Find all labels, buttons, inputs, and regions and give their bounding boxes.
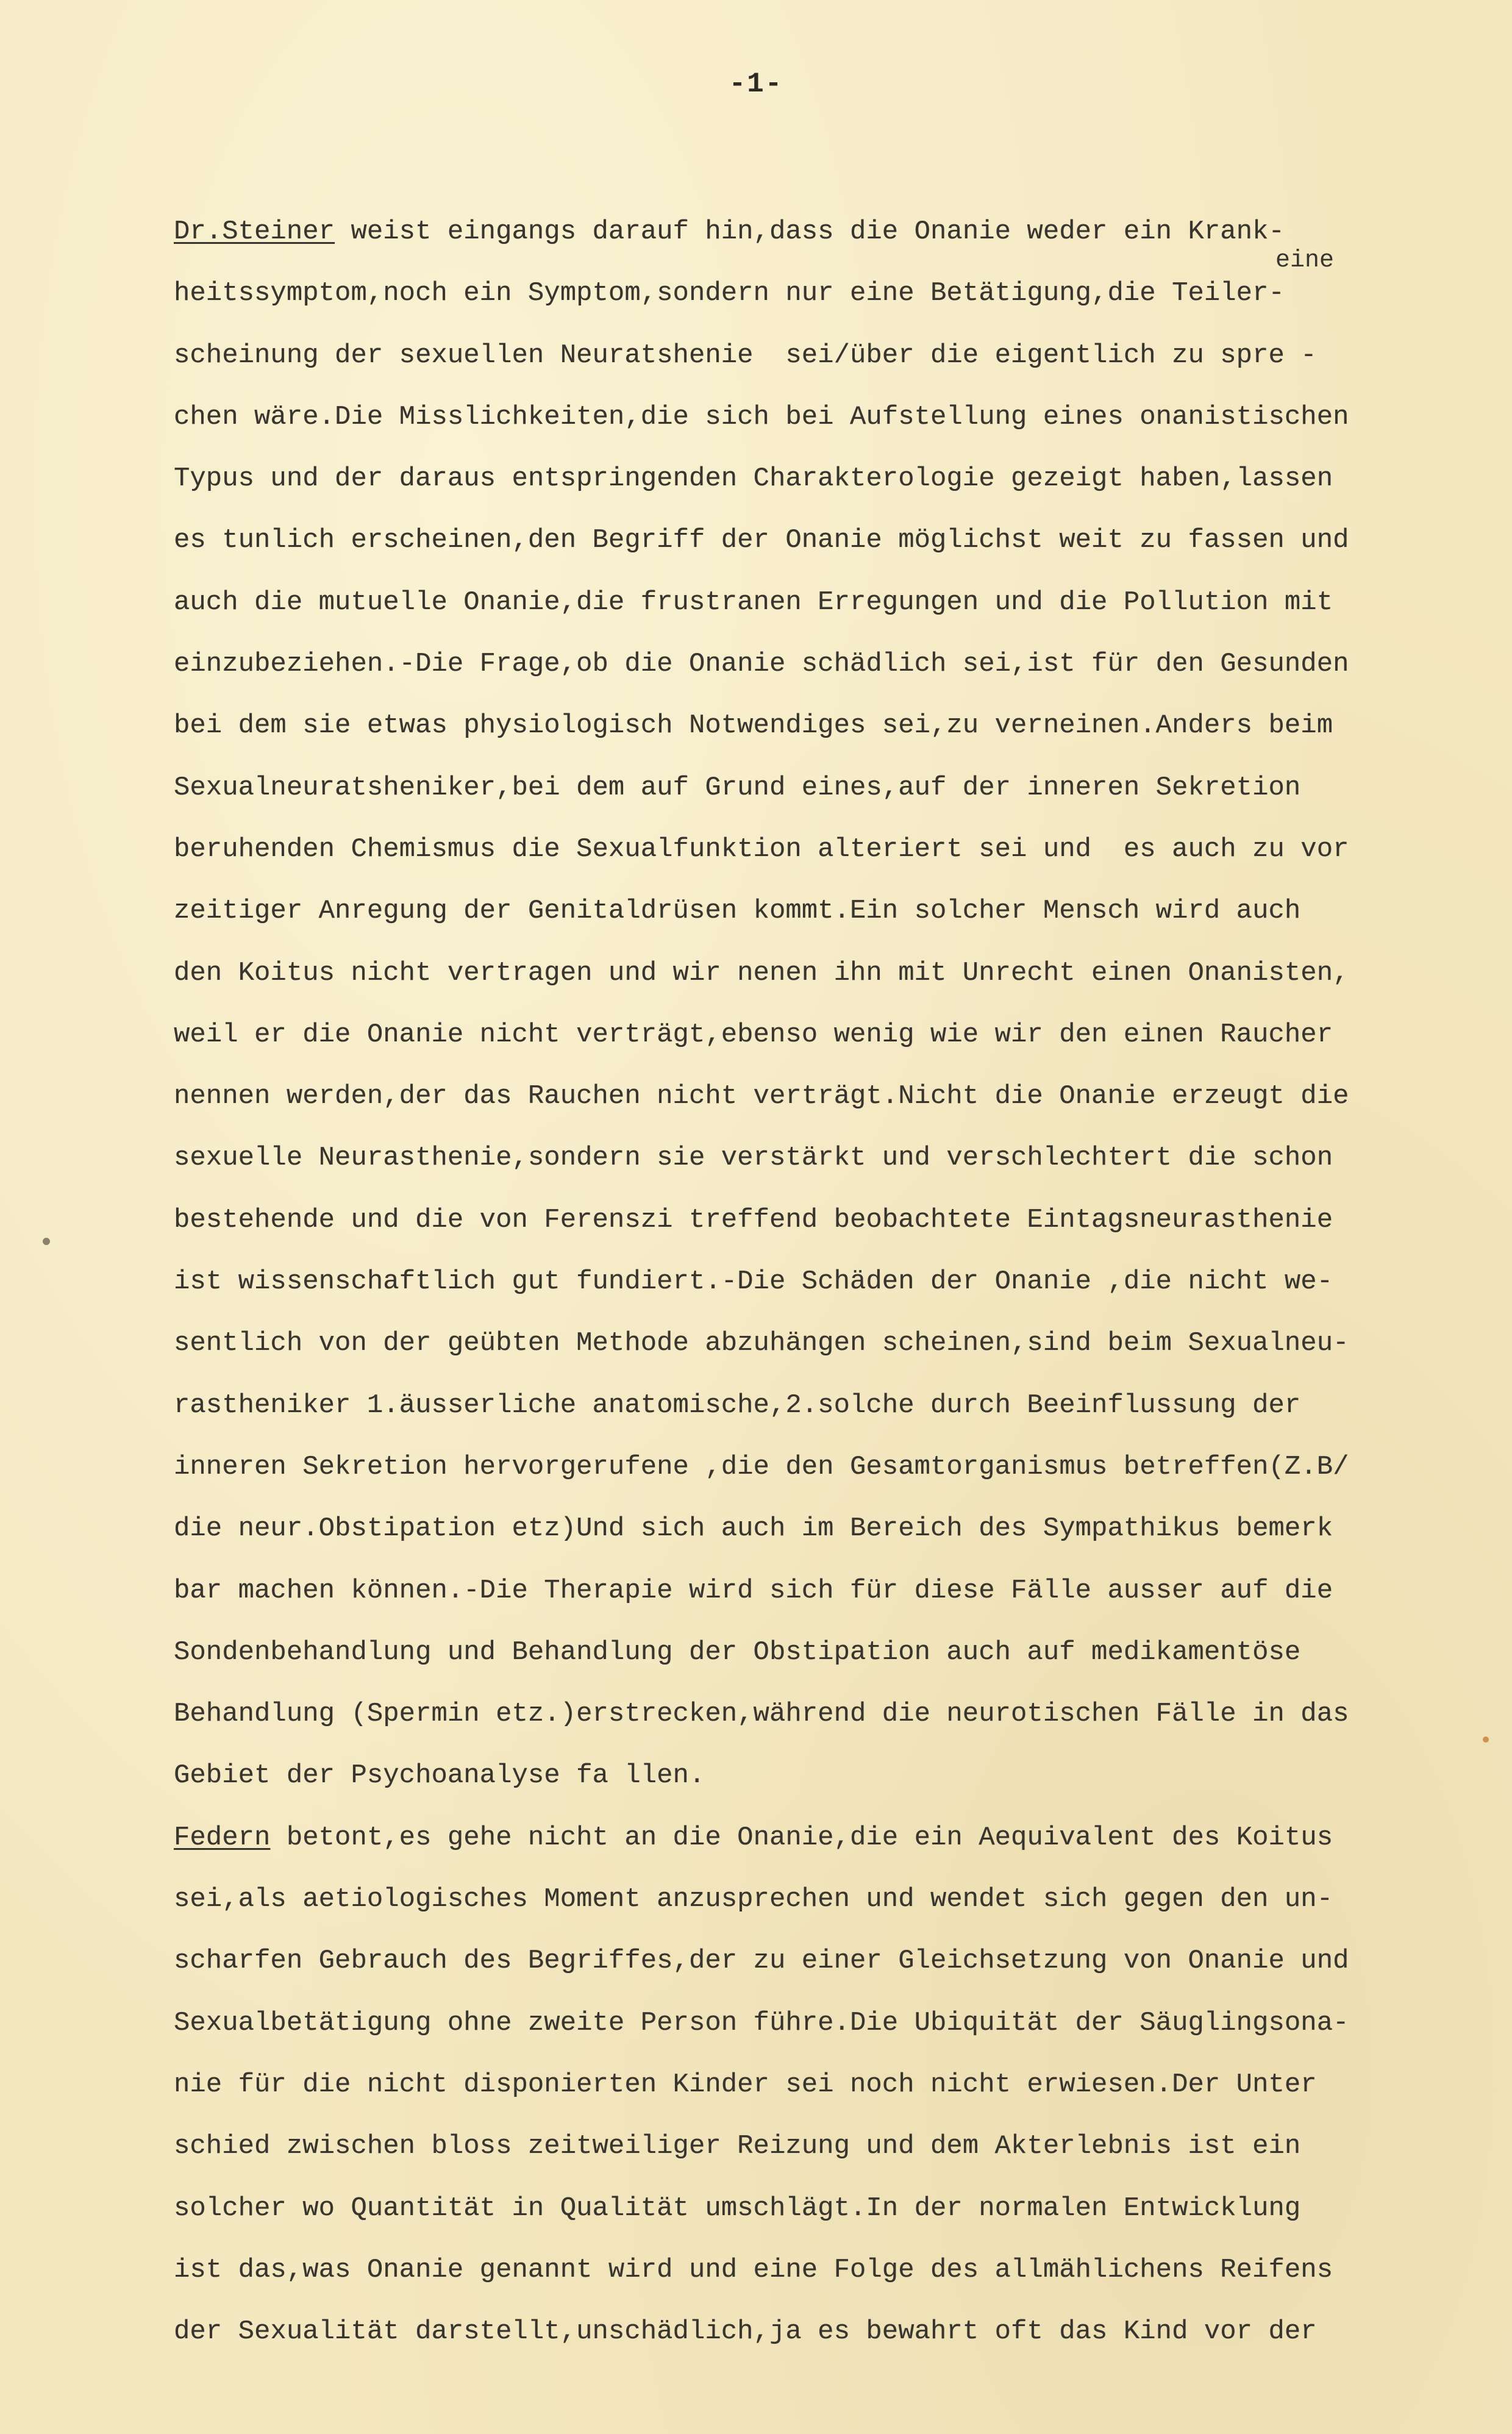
text-line: Federn betont,es gehe nicht an die Onanie,die ein Aequivalent des Koitus	[174, 1822, 1333, 1853]
text-line: ist das,was Onanie genannt wird und eine Folge des allmählichens Reifens	[174, 2254, 1333, 2285]
text-line: nie für die nicht disponierten Kinder sei noch nicht erwiesen.Der Unter	[174, 2069, 1317, 2100]
text-line: es tunlich erscheinen,den Begriff der Onanie möglichst weit zu fassen und	[174, 525, 1349, 556]
text-line: chen wäre.Die Misslichkeiten,die sich bei Aufstellung eines onanistischen	[174, 401, 1349, 432]
text-line: scheinung der sexuellen Neuratshenie sei/über die eigentlich zu spre -	[174, 340, 1317, 371]
speaker-name: Dr.Steiner	[174, 216, 335, 247]
protocol-text	[174, 201, 1509, 2363]
text-line: der Sexualität darstellt,unschädlich,ja es bewahrt oft das Kind vor der	[174, 2316, 1317, 2347]
text-line: Gebiet der Psychoanalyse fa llen.	[174, 1760, 705, 1791]
text-line: die neur.Obstipation etz)Und sich auch im Bereich des Sympathikus bemerk	[174, 1513, 1333, 1544]
text-line: inneren Sekretion hervorgerufene ,die den Gesamtorganismus betreffen(Z.B/	[174, 1451, 1349, 1482]
text-line: ist wissenschaftlich gut fundiert.-Die Schäden der Onanie ,die nicht we-	[174, 1266, 1333, 1297]
text-line: Sexualbetätigung ohne zweite Person führe.Die Ubiquität der Säuglingsona-	[174, 2007, 1349, 2038]
interlinear-correction: eine	[1275, 247, 1335, 274]
text-line: Sondenbehandlung und Behandlung der Obstipation auch auf medikamentöse	[174, 1636, 1301, 1668]
text-line: nennen werden,der das Rauchen nicht verträgt.Nicht die Onanie erzeugt die	[174, 1081, 1349, 1112]
text-line: beruhenden Chemismus die Sexualfunktion alteriert sei und es auch zu vor	[174, 833, 1349, 865]
text-line: zeitiger Anregung der Genitaldrüsen kommt.Ein solcher Mensch wird auch	[174, 896, 1301, 927]
text-line: solcher wo Quantität in Qualität umschlägt.In der normalen Entwicklung	[174, 2193, 1301, 2224]
text-line: rastheniker 1.äusserliche anatomische,2.solche durch Beeinflussung der	[174, 1390, 1301, 1421]
ink-spot	[43, 1238, 50, 1245]
text-line: sentlich von der geübten Methode abzuhängen scheinen,sind beim Sexualneu-	[174, 1328, 1349, 1359]
text-line: weil er die Onanie nicht verträgt,ebenso wenig wie wir den einen Raucher	[174, 1019, 1333, 1050]
text-line: schied zwischen bloss zeitweiliger Reizung und dem Akterlebnis ist ein	[174, 2131, 1301, 2162]
text-line: einzubeziehen.-Die Frage,ob die Onanie schädlich sei,ist für den Gesunden	[174, 649, 1349, 680]
text-line: bestehende und die von Ferenszi treffend beobachtete Eintagsneurasthenie	[174, 1204, 1333, 1235]
page-number: -1-	[729, 68, 783, 100]
text-line: sexuelle Neurasthenie,sondern sie verstärkt und verschlechtert die schon	[174, 1143, 1333, 1174]
text-line: auch die mutuelle Onanie,die frustranen Erregungen und die Pollution mit	[174, 587, 1333, 618]
speaker-name: Federn	[174, 1822, 271, 1853]
text-line: Sexualneuratsheniker,bei dem auf Grund eines,auf der inneren Sekretion	[174, 772, 1301, 803]
text-line: bei dem sie etwas physiologisch Notwendiges sei,zu verneinen.Anders beim	[174, 710, 1333, 741]
pencil-mark	[1483, 1736, 1489, 1743]
text-line: den Koitus nicht vertragen und wir nenen ihn mit Unrecht einen Onanisten,	[174, 957, 1349, 988]
text-line: Typus und der daraus entspringenden Charakterologie gezeigt haben,lassen	[174, 463, 1333, 494]
text-line: heitssymptom,noch ein Symptom,sondern nur eine Betätigung,die Teiler-	[174, 278, 1285, 309]
text-line: sei,als aetiologisches Moment anzusprechen und wendet sich gegen den un-	[174, 1884, 1333, 1915]
text-line: Behandlung (Spermin etz.)erstrecken,während die neurotischen Fälle in das	[174, 1699, 1349, 1730]
text-line: scharfen Gebrauch des Begriffes,der zu einer Gleichsetzung von Onanie und	[174, 1946, 1349, 1977]
text-line: Dr.Steiner weist eingangs darauf hin,dass die Onanie weder ein Krank-	[174, 216, 1285, 247]
text-line: bar machen können.-Die Therapie wird sich für diese Fälle ausser auf die	[174, 1575, 1333, 1606]
